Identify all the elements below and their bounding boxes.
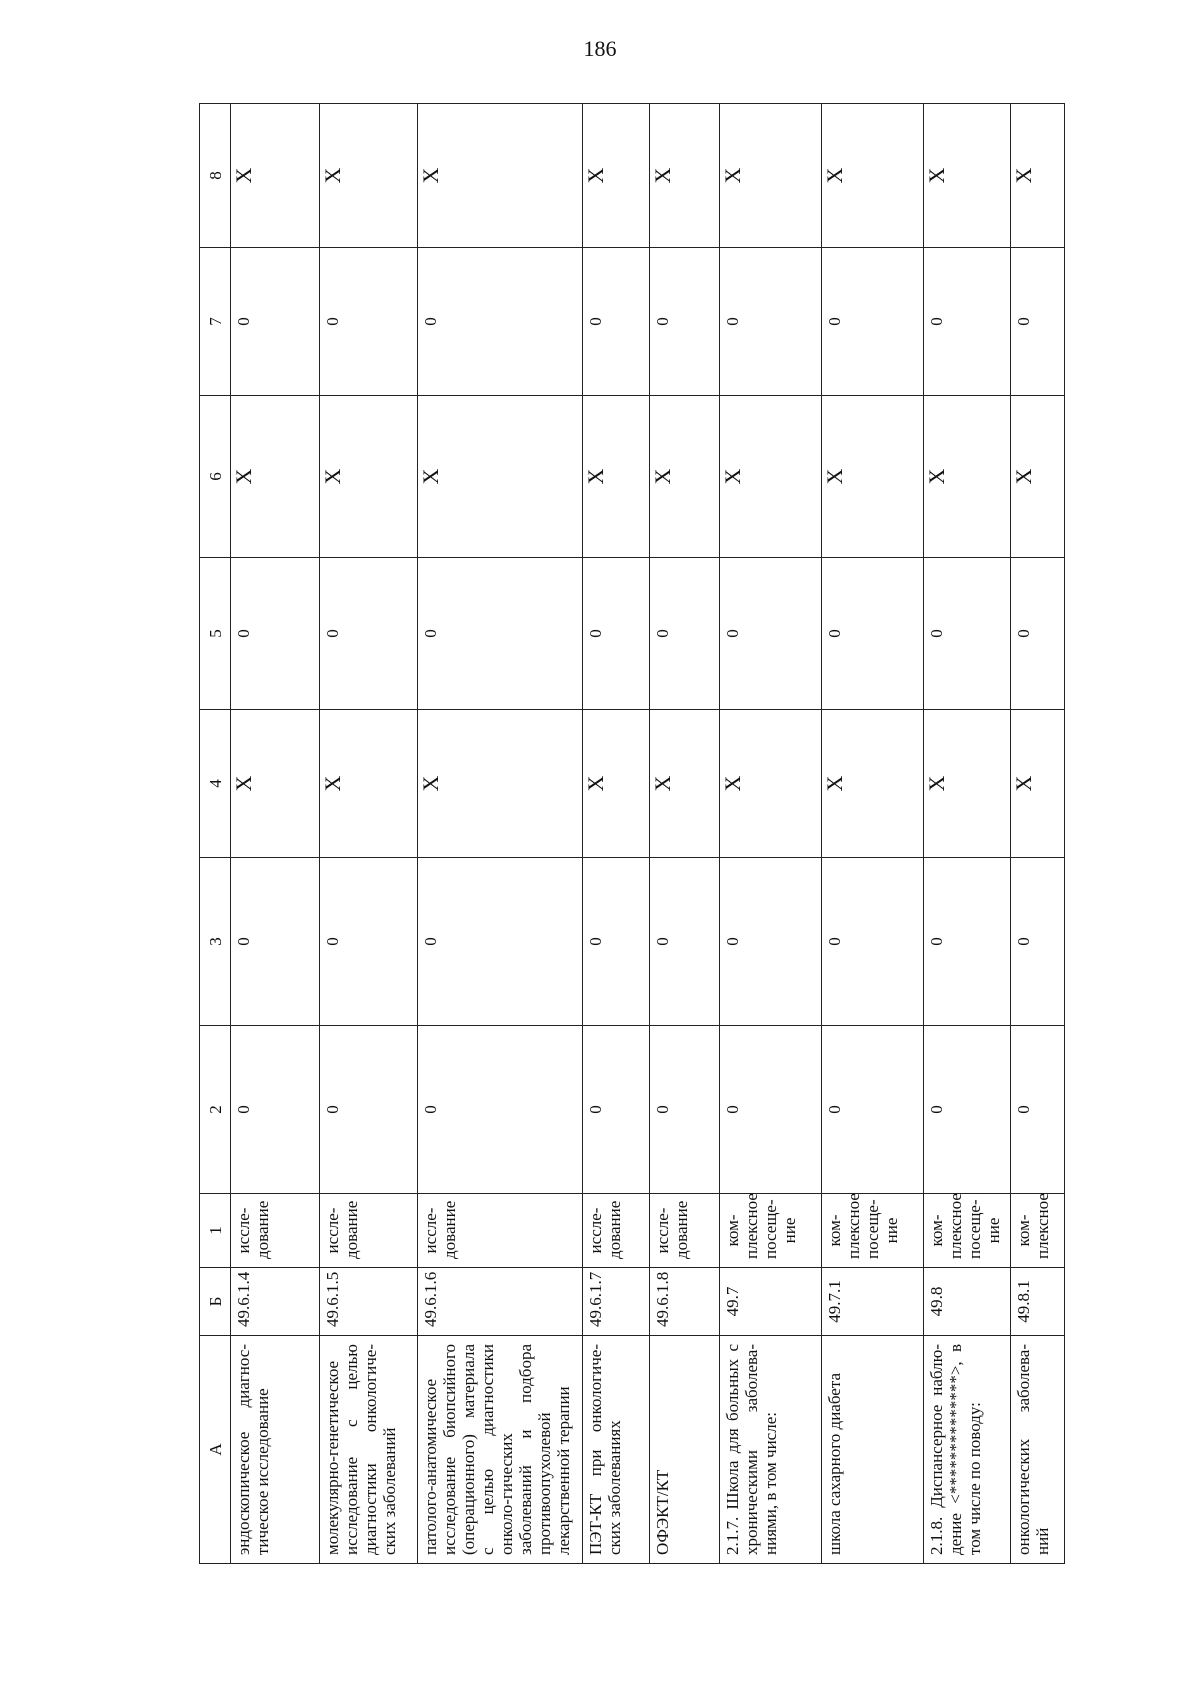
value-cell: 0 [649,1026,720,1194]
value-cell: X [583,104,649,248]
row-label-cell: школа сахарного диабета [821,1336,923,1564]
value-cell: X [320,104,418,248]
column-header: 3 [200,858,231,1026]
value-cell: X [821,396,923,558]
value-cell: X [821,710,923,858]
value-cell: 0 [821,248,923,396]
table-row [923,104,1010,1564]
value-cell: X [720,104,822,248]
value-cell: 0 [821,558,923,710]
value-cell: X [649,396,720,558]
value-cell: 0 [923,248,1010,396]
value-cell: 0 [649,558,720,710]
row-code-cell: 49.6.1.6 [417,1268,582,1336]
row-label-cell: онкологических заболева-ний [1010,1336,1064,1564]
table-row [1010,104,1064,1564]
value-cell: X [417,710,582,858]
value-cell: 0 [231,248,320,396]
value-cell: X [720,396,822,558]
value-cell: 0 [583,248,649,396]
column-header: 6 [200,396,231,558]
row-code-cell: 49.6.1.4 [231,1268,320,1336]
row-unit-cell: иссле-дование [231,1194,320,1268]
value-cell: 0 [1010,1026,1064,1194]
value-cell: 0 [231,858,320,1026]
value-cell: 0 [923,558,1010,710]
value-cell: 0 [417,858,582,1026]
row-label-cell: молекулярно-генетическое исследование с целью диагностики онкологиче-ских заболеваний [320,1336,418,1564]
table-row [320,104,418,1564]
row-label-cell: 2.1.8. Диспансерное наблю-дение <**************>, в том числе по поводу: [923,1336,1010,1564]
rotated-table-container [199,104,1065,1564]
column-header: 7 [200,248,231,396]
value-cell: X [649,710,720,858]
page-number: 186 [583,36,617,61]
value-cell: X [720,710,822,858]
value-cell: 0 [720,248,822,396]
value-cell: 0 [583,858,649,1026]
value-cell: X [231,396,320,558]
column-header: 2 [200,1026,231,1194]
value-cell: 0 [417,248,582,396]
value-cell: 0 [320,248,418,396]
value-cell: X [1010,710,1064,858]
value-cell: 0 [923,858,1010,1026]
value-cell: 0 [320,858,418,1026]
value-cell: 0 [720,858,822,1026]
row-unit-cell: ком-плексное посеще-ние [821,1194,923,1268]
column-header: 4 [200,710,231,858]
row-code-cell: 49.8 [923,1268,1010,1336]
header-row [200,104,231,1564]
value-cell: 0 [649,248,720,396]
table-row [231,104,320,1564]
table-row [649,104,720,1564]
value-cell: X [417,396,582,558]
value-cell: X [923,710,1010,858]
value-cell: 0 [720,558,822,710]
value-cell: X [1010,104,1064,248]
value-cell: 0 [1010,558,1064,710]
data-table [199,103,1065,1564]
row-code-cell: 49.6.1.7 [583,1268,649,1336]
column-header: Б [200,1268,231,1336]
value-cell: 0 [320,1026,418,1194]
row-label-cell: ПЭТ-КТ при онкологиче-ских заболеваниях [583,1336,649,1564]
value-cell: 0 [583,1026,649,1194]
row-label-cell: ОФЭКТ/КТ [649,1336,720,1564]
table-row [583,104,649,1564]
value-cell: X [923,104,1010,248]
value-cell: 0 [320,558,418,710]
value-cell: X [649,104,720,248]
value-cell: X [231,710,320,858]
column-header: А [200,1336,231,1564]
value-cell: 0 [417,558,582,710]
column-header: 8 [200,104,231,248]
row-code-cell: 49.7.1 [821,1268,923,1336]
table-row [821,104,923,1564]
row-unit-cell: иссле-дование [417,1194,582,1268]
row-unit-cell: ком-плексное посеще-ние [720,1194,822,1268]
row-unit-cell: иссле-дование [583,1194,649,1268]
value-cell: 0 [583,558,649,710]
value-cell: X [417,104,582,248]
value-cell: X [583,710,649,858]
row-label-cell: эндоскопическое диагнос-тическое исследование [231,1336,320,1564]
value-cell: 0 [821,1026,923,1194]
value-cell: 0 [720,1026,822,1194]
value-cell: X [320,710,418,858]
row-unit-cell: иссле-дование [320,1194,418,1268]
row-code-cell: 49.8.1 [1010,1268,1064,1336]
value-cell: X [583,396,649,558]
table-row [417,104,582,1564]
table-body [231,104,1065,1564]
row-label-cell: патолого-анатомическое исследование биопсийного (операционного) материала с целью диагностики онколо-гических заболеваний и подбора противоопухолевой лекарственной терапии [417,1336,582,1564]
row-code-cell: 49.7 [720,1268,822,1336]
value-cell: 0 [649,858,720,1026]
value-cell: X [1010,396,1064,558]
value-cell: X [320,396,418,558]
value-cell: 0 [417,1026,582,1194]
row-unit-cell: ком-плексное посеще-ние [923,1194,1010,1268]
column-header: 5 [200,558,231,710]
value-cell: 0 [1010,858,1064,1026]
table-row [720,104,822,1564]
row-unit-cell: иссле-дование [649,1194,720,1268]
value-cell: 0 [1010,248,1064,396]
row-label-cell: 2.1.7. Школа для больных с хроническими заболева-ниями, в том числе: [720,1336,822,1564]
row-code-cell: 49.6.1.5 [320,1268,418,1336]
value-cell: 0 [923,1026,1010,1194]
row-code-cell: 49.6.1.8 [649,1268,720,1336]
column-header: 1 [200,1194,231,1268]
value-cell: 0 [821,858,923,1026]
value-cell: X [821,104,923,248]
value-cell: X [231,104,320,248]
row-unit-cell: ком-плексное [1010,1194,1064,1268]
value-cell: 0 [231,558,320,710]
value-cell: X [923,396,1010,558]
value-cell: 0 [231,1026,320,1194]
